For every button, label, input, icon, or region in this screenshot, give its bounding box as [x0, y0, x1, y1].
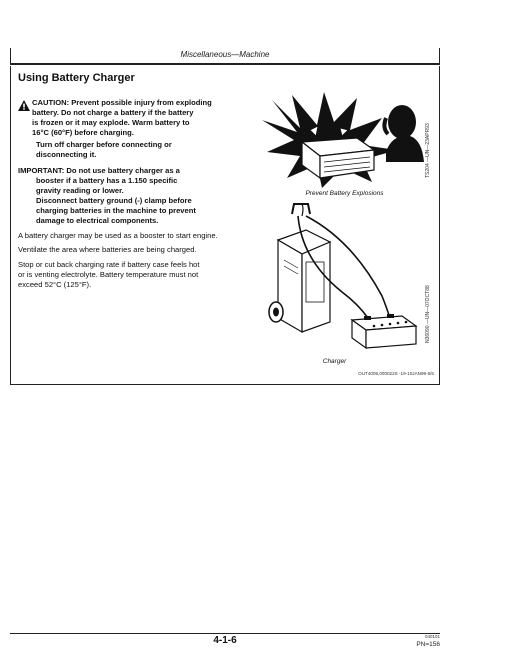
caution-followup-line: Turn off charger before connecting or [36, 140, 172, 149]
important-followup [36, 196, 246, 226]
body-paragraph-booster: A battery charger may be used as a booster to start engine. [18, 231, 218, 240]
warning-triangle-icon [18, 100, 30, 111]
important-statement [18, 166, 238, 196]
battery-on-ground [352, 316, 416, 348]
caution-statement [32, 98, 237, 138]
charger-cabinet [278, 230, 330, 332]
body-line: exceed 52°C (125°F). [18, 280, 92, 289]
explosion-figure-code: TS204 —UN—23APR93 [425, 123, 431, 178]
battery-charger-illustration [262, 200, 422, 352]
cable-clamp [387, 314, 394, 318]
person-silhouette [384, 105, 424, 162]
header-rule-left-tick [10, 48, 11, 64]
battery-explosion-illustration [262, 90, 432, 190]
important-line: gravity reading or lower. [36, 186, 124, 195]
exploding-battery [302, 138, 374, 178]
important-line: IMPORTANT: Do not use battery charger as a [18, 166, 180, 175]
section-title: Using Battery Charger [18, 72, 135, 84]
body-paragraph-ventilate: Ventilate the area where batteries are being charged. [18, 245, 197, 254]
page-header-title: Miscellaneous—Machine [180, 50, 270, 59]
important-followup-line: damage to electrical components. [36, 216, 159, 225]
body-line: or is venting electrolyte. Battery temperature must not [18, 270, 199, 279]
important-followup-line: charging batteries in the machine to prevent [36, 206, 196, 215]
body-paragraph-temperature [18, 260, 248, 290]
cable-clamp [364, 316, 371, 320]
caution-line: CAUTION: Prevent possible injury from exploding [32, 98, 212, 107]
charger-figure-caption: Charger [322, 358, 347, 365]
header-rule-right-tick [439, 48, 440, 64]
caution-followup [36, 140, 236, 160]
header-rule [10, 63, 440, 65]
document-reference-code: OUT4005,000022S -19-10JAN99-5/5 [358, 371, 434, 376]
important-followup-line: Disconnect battery ground (-) clamp before [36, 196, 192, 205]
charger-wheel [273, 308, 279, 317]
explosion-figure-caption: Prevent Battery Explosions [305, 190, 384, 197]
page-number: 4-1-6 [213, 635, 237, 646]
footer-rule [10, 633, 440, 634]
footer-revision-code: 040101 [424, 634, 440, 639]
caution-line: is frozen or it may explode. Warm battery to [32, 118, 190, 127]
caution-line: 16°C (60°F) before charging. [32, 128, 134, 137]
caution-followup-line: disconnecting it. [36, 150, 97, 159]
body-line: Stop or cut back charging rate if battery case feels hot [18, 260, 200, 269]
caution-line: battery. Do not charge a battery if the battery [32, 108, 194, 117]
important-line: booster if a battery has a 1.150 specific [36, 176, 178, 185]
footer-pn: PN=156 [416, 641, 440, 648]
charger-figure-code: N36090 —UN—07OCT88 [425, 285, 431, 343]
